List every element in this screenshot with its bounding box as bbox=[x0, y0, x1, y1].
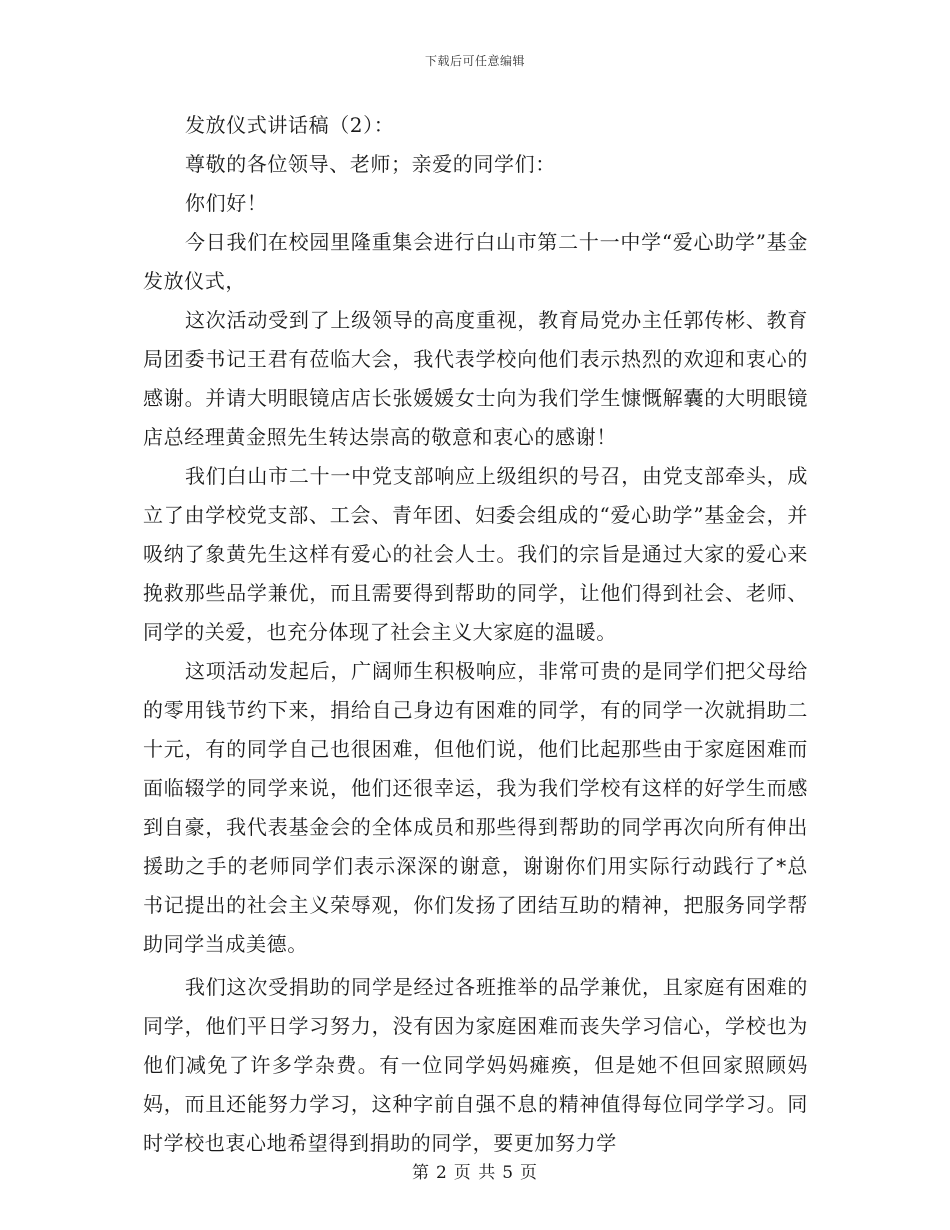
paragraph-greeting: 你们好！ bbox=[185, 191, 268, 215]
page-number-mid: 页 共 bbox=[453, 1163, 497, 1183]
page-header-note: 下载后可任意编辑 bbox=[424, 54, 525, 68]
page-number-total: 5 bbox=[502, 1163, 515, 1183]
document-body bbox=[143, 106, 808, 1163]
page-number-current: 2 bbox=[435, 1163, 448, 1183]
paragraph-title: 发放仪式讲话稿（2）： bbox=[185, 113, 395, 137]
paragraph-body: 这次活动受到了上级领导的高度重视，教育局党办主任郭传彬、教育局团委书记王君有莅临大会，我代表学校向他们表示热烈的欢迎和衷心的感谢。并请大明眼镜店店长张媛媛女士向为我们学生慷慨解囊的大明眼镜店总经理黄金照先生转达崇高的敬意和衷心的感谢！ bbox=[143, 308, 808, 449]
paragraph-body: 我们这次受捐助的同学是经过各班推举的品学兼优，且家庭有困难的同学，他们平日学习努力，没有因为家庭困难而丧失学习信心，学校也为他们减免了许多学杂费。有一位同学妈妈瘫痪，但是她不但回家照顾妈妈，而且还能努力学习，这种字前自强不息的精神值得每位同学学习。同时学校也衷心地希望得到捐助的同学，要更加努力学 bbox=[143, 975, 808, 1155]
paragraph-body: 今日我们在校园里隆重集会进行白山市第二十一中学“爱心助学”基金发放仪式， bbox=[143, 230, 808, 293]
paragraph-body: 我们白山市二十一中党支部响应上级组织的号召，由党支部牵头，成立了由学校党支部、工会、青年团、妇委会组成的“爱心助学”基金会，并吸纳了象黄先生这样有爱心的社会人士。我们的宗旨是通过大家的爱心来挽救那些品学兼优，而且需要得到帮助的同学，让他们得到社会、老师、同学的关爱，也充分体现了社会主义大家庭的温暖。 bbox=[143, 464, 808, 644]
page-number-suffix: 页 bbox=[520, 1163, 539, 1183]
page-footer bbox=[0, 1158, 950, 1183]
paragraph-salutation: 尊敬的各位领导、老师；亲爱的同学们： bbox=[185, 152, 556, 176]
paragraph-body: 这项活动发起后，广阔师生积极响应，非常可贵的是同学们把父母给的零用钱节约下来，捐给自己身边有困难的同学，有的同学一次就捐助二十元，有的同学自己也很困难，但他们说，他们比起那些由于家庭困难而面临辍学的同学来说，他们还很幸运，我为我们学校有这样的好学生而感到自豪，我代表基金会的全体成员和那些得到帮助的同学再次向所有伸出援助之手的老师同学们表示深深的谢意，谢谢你们用实际行动践行了*总书记提出的社会主义荣辱观，你们发扬了团结互助的精神，把服务同学帮助同学当成美德。 bbox=[143, 659, 808, 956]
page-number-prefix: 第 bbox=[411, 1163, 430, 1183]
